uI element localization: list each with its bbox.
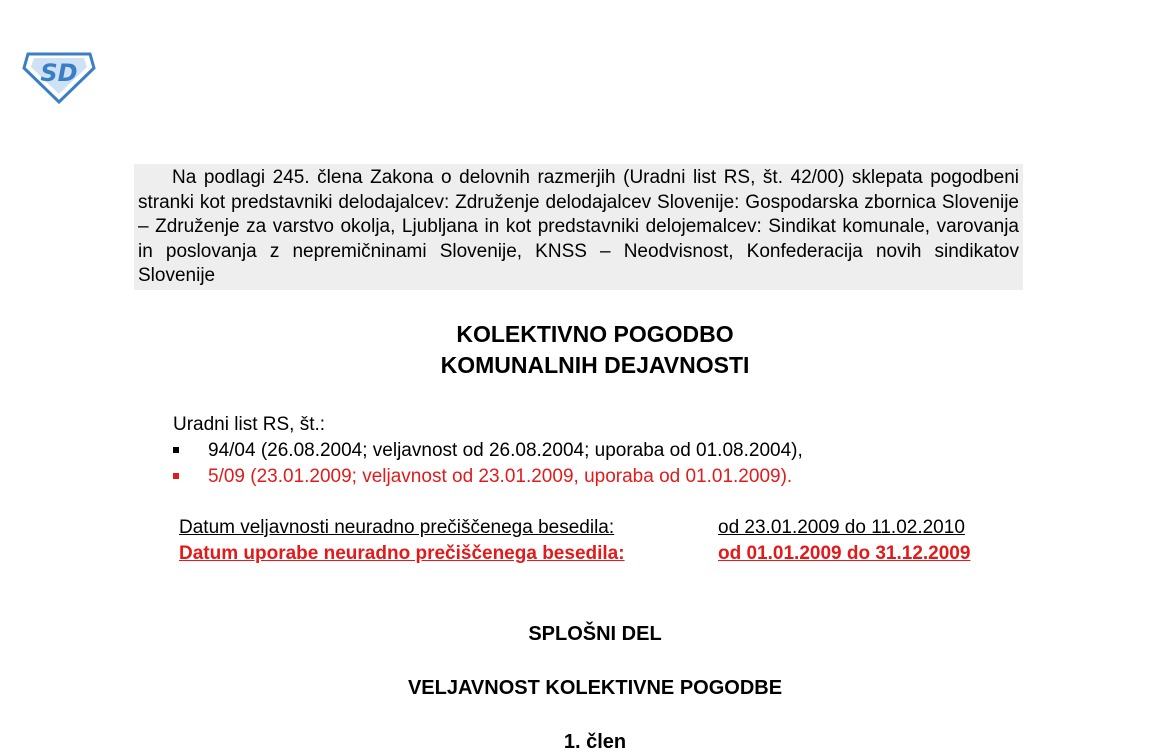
usage-date-row (179, 541, 971, 567)
logo-text: SD (40, 59, 78, 87)
usage-value: od 01.01.2009 do 31.12.2009 (718, 543, 971, 564)
gazette-item: 94/04 (26.08.2004; veljavnost od 26.08.2004; uporaba od 01.08.2004), (173, 438, 803, 464)
usage-label: Datum uporabe neuradno prečiščenega besedila: (179, 543, 625, 564)
section-heading-general: SPLOŠNI DEL (528, 623, 662, 645)
sd-logo (22, 48, 96, 104)
bullet-icon (173, 473, 179, 479)
gazette-label: Uradni list RS, št.: (173, 414, 326, 435)
gazette-references (173, 412, 803, 490)
document-title (300, 319, 890, 381)
validity-date-row (179, 515, 965, 541)
validity-value: od 23.01.2009 do 11.02.2010 (718, 517, 965, 538)
text-dates (179, 515, 971, 567)
title-line-1: KOLEKTIVNO POGODBO (456, 321, 734, 347)
intro-paragraph: Na podlagi 245. člena Zakona o delovnih razmerjih (Uradni list RS, št. 42/00) sklepata pogodbeni stranki kot predstavniki delodajalcev: Združenje delodajalcev Slovenije: Gospodarska zbornica Slovenije – Združenje za varstvo okolja, Ljubljana in kot predstavniki delojemalcev: Sindikat komunale, varovanja in poslovanja z nepremičninami Slovenije, KNSS – Neodvisnost, Konfederacija novih sindikatov Slovenije (134, 164, 1023, 290)
gazette-item-highlighted: 5/09 (23.01.2009; veljavnost od 23.01.2009, uporaba od 01.01.2009). (173, 464, 803, 490)
bullet-icon (173, 447, 179, 453)
validity-label: Datum veljavnosti neuradno prečiščenega besedila: (179, 517, 615, 538)
title-line-2: KOMUNALNIH DEJAVNOSTI (440, 352, 750, 378)
section-heading-validity: VELJAVNOST KOLEKTIVNE POGODBE (407, 677, 783, 699)
gazette-list (173, 438, 803, 490)
article-heading: 1. člen (563, 731, 627, 753)
